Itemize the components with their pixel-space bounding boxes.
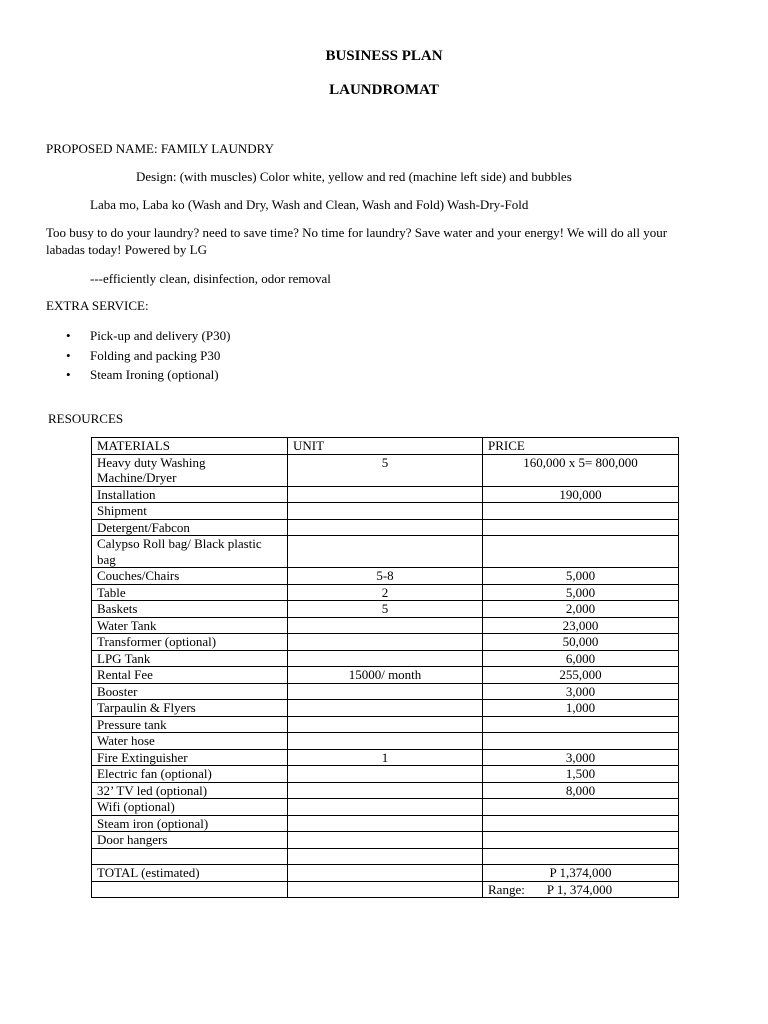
material-cell: Transformer (optional) [92, 634, 288, 651]
material-cell: Wifi (optional) [92, 799, 288, 816]
total-row [92, 865, 679, 882]
range-row [92, 881, 679, 898]
range-empty-cell [288, 881, 483, 898]
table-row [92, 519, 679, 536]
price-cell: 160,000 x 5= 800,000 [483, 454, 679, 486]
extra-service-list [46, 326, 230, 385]
unit-cell [288, 650, 483, 667]
table-row [92, 601, 679, 618]
table-row [92, 700, 679, 717]
material-cell: Heavy duty Washing Machine/Dryer [92, 454, 288, 486]
material-cell: Water hose [92, 733, 288, 750]
unit-cell [288, 766, 483, 783]
table-row [92, 568, 679, 585]
table-row [92, 667, 679, 684]
material-cell: Calypso Roll bag/ Black plastic bag [92, 536, 288, 568]
promo-line: Too busy to do your laundry? need to save time? No time for laundry? Save water and your energy! We will do all your [46, 225, 668, 240]
table-row [92, 634, 679, 651]
resources-table [91, 437, 679, 898]
unit-cell: 5-8 [288, 568, 483, 585]
price-cell [483, 503, 679, 520]
unit-cell [288, 683, 483, 700]
material-cell: 32’ TV led (optional) [92, 782, 288, 799]
material-cell: Electric fan (optional) [92, 766, 288, 783]
table-row [92, 486, 679, 503]
table-row [92, 848, 679, 865]
table-row [92, 815, 679, 832]
unit-cell [288, 503, 483, 520]
price-cell: 5,000 [483, 568, 679, 585]
material-cell: Door hangers [92, 832, 288, 849]
unit-cell [288, 716, 483, 733]
total-price: P 1,374,000 [483, 865, 679, 882]
price-cell: 1,000 [483, 700, 679, 717]
bullet-icon: • [66, 367, 71, 382]
range-empty-cell [92, 881, 288, 898]
price-cell: 50,000 [483, 634, 679, 651]
price-cell: 5,000 [483, 584, 679, 601]
table-row [92, 799, 679, 816]
price-cell: 3,000 [483, 683, 679, 700]
material-cell: Pressure tank [92, 716, 288, 733]
price-cell [483, 832, 679, 849]
unit-cell: 1 [288, 749, 483, 766]
unit-cell [288, 848, 483, 865]
document-title: BUSINESS PLAN [325, 48, 443, 64]
features-line: ---efficiently clean, disinfection, odor removal [90, 271, 331, 286]
price-cell: 8,000 [483, 782, 679, 799]
unit-cell [288, 486, 483, 503]
table-row [92, 454, 679, 486]
material-cell: Detergent/Fabcon [92, 519, 288, 536]
unit-cell [288, 519, 483, 536]
price-cell: 255,000 [483, 667, 679, 684]
design-note: Design: (with muscles) Color white, yellow and red (machine left side) and bubbles [136, 169, 572, 184]
column-header-unit: UNIT [288, 438, 483, 455]
document-subtitle: LAUNDROMAT [329, 82, 439, 98]
price-cell [483, 848, 679, 865]
price-cell: 1,500 [483, 766, 679, 783]
price-cell: 190,000 [483, 486, 679, 503]
material-cell: Tarpaulin & Flyers [92, 700, 288, 717]
table-row [92, 749, 679, 766]
material-cell: Steam iron (optional) [92, 815, 288, 832]
table-row [92, 766, 679, 783]
table-row [92, 536, 679, 568]
column-header-price: PRICE [483, 438, 679, 455]
range-label: Range: [488, 881, 525, 897]
price-cell: 6,000 [483, 650, 679, 667]
price-cell: 23,000 [483, 617, 679, 634]
material-cell: Rental Fee [92, 667, 288, 684]
column-header-materials: MATERIALS [92, 438, 288, 455]
price-cell [483, 519, 679, 536]
bullet-icon: • [66, 347, 71, 363]
total-label: TOTAL (estimated) [92, 865, 288, 882]
range-value: P 1, 374,000 [546, 881, 613, 897]
material-cell: Water Tank [92, 617, 288, 634]
material-cell: Table [92, 584, 288, 601]
material-cell: Couches/Chairs [92, 568, 288, 585]
unit-cell: 15000/ month [288, 667, 483, 684]
unit-cell [288, 700, 483, 717]
material-cell [92, 848, 288, 865]
promo-paragraph [46, 224, 726, 258]
total-unit [288, 865, 483, 882]
table-row [92, 733, 679, 750]
material-cell: Shipment [92, 503, 288, 520]
resources-heading: RESOURCES [48, 411, 124, 426]
tagline: Laba mo, Laba ko (Wash and Dry, Wash and Clean, Wash and Fold) Wash-Dry-Fold [90, 197, 529, 212]
unit-cell [288, 799, 483, 816]
unit-cell [288, 733, 483, 750]
price-cell [483, 733, 679, 750]
material-cell: Installation [92, 486, 288, 503]
price-cell [483, 716, 679, 733]
price-cell [483, 536, 679, 568]
unit-cell [288, 832, 483, 849]
promo-line: labadas today! Powered by LG [46, 242, 208, 257]
material-cell: Booster [92, 683, 288, 700]
table-row [92, 584, 679, 601]
unit-cell: 2 [288, 584, 483, 601]
table-row [92, 782, 679, 799]
table-row [92, 832, 679, 849]
unit-cell [288, 536, 483, 568]
price-cell [483, 815, 679, 832]
table-row [92, 617, 679, 634]
material-cell: Fire Extinguisher [92, 749, 288, 766]
unit-cell [288, 782, 483, 799]
unit-cell: 5 [288, 454, 483, 486]
unit-cell [288, 634, 483, 651]
unit-cell: 5 [288, 601, 483, 618]
extra-service-heading: EXTRA SERVICE: [46, 298, 149, 313]
proposed-name: PROPOSED NAME: FAMILY LAUNDRY [46, 141, 275, 156]
table-row [92, 683, 679, 700]
range-cell [483, 881, 679, 898]
list-item: • Folding and packing P30 [46, 346, 230, 366]
price-cell [483, 799, 679, 816]
material-cell: LPG Tank [92, 650, 288, 667]
bullet-icon: • [66, 328, 71, 343]
list-item: • Steam Ironing (optional) [46, 365, 230, 385]
table-row [92, 716, 679, 733]
table-row [92, 650, 679, 667]
table-header-row [92, 438, 679, 455]
material-cell: Baskets [92, 601, 288, 618]
price-cell: 3,000 [483, 749, 679, 766]
list-item: • Pick-up and delivery (P30) [46, 326, 230, 346]
table-row [92, 503, 679, 520]
price-cell: 2,000 [483, 601, 679, 618]
unit-cell [288, 617, 483, 634]
unit-cell [288, 815, 483, 832]
